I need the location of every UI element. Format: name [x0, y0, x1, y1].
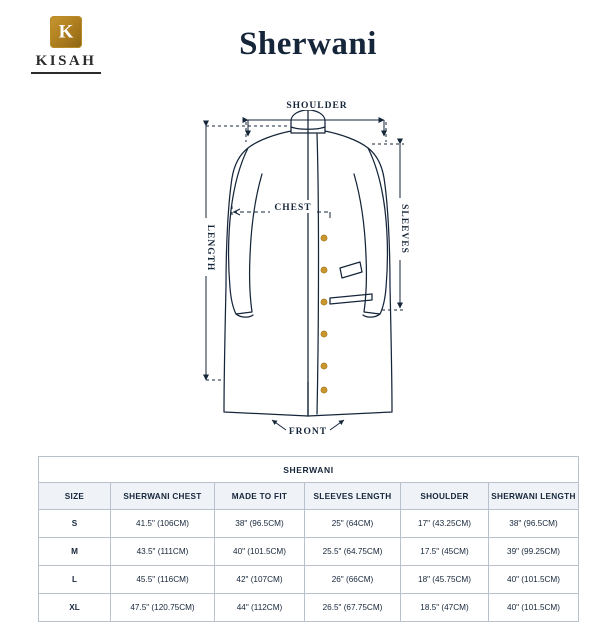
table-caption-row [39, 457, 579, 483]
brand-name: KISAH [35, 53, 97, 69]
cell-shoulder: 18" (45.75CM) [401, 566, 489, 594]
cell-size: XL [39, 594, 111, 622]
column-header-size: SIZE [39, 483, 111, 510]
cell-length: 40" (101.5CM) [489, 566, 579, 594]
cell-shoulder: 17.5" (45CM) [401, 538, 489, 566]
column-header-shoulder: SHOULDER [401, 483, 489, 510]
column-header-sleeves-length: SLEEVES LENGTH [305, 483, 401, 510]
cell-size: M [39, 538, 111, 566]
cell-chest: 47.5" (120.75CM) [111, 594, 215, 622]
label-chest: CHEST [274, 203, 312, 213]
cell-made-to-fit: 44" (112CM) [215, 594, 305, 622]
column-header-made-to-fit: MADE TO FIT [215, 483, 305, 510]
label-front: FRONT [288, 427, 328, 437]
table-row [39, 566, 579, 594]
label-sleeves: SLEEVES [399, 204, 409, 254]
page-title: Sherwani [239, 26, 377, 62]
cell-made-to-fit: 40" (101.5CM) [215, 538, 305, 566]
table-row [39, 510, 579, 538]
cell-sleeves: 25.5" (64.75CM) [305, 538, 401, 566]
table-header-row [39, 483, 579, 510]
table-caption: SHERWANI [39, 457, 579, 483]
label-shoulder: SHOULDER [286, 101, 348, 111]
cell-sleeves: 26.5" (67.75CM) [305, 594, 401, 622]
size-chart-table [38, 456, 579, 622]
column-header-sherwani-chest: SHERWANI CHEST [111, 483, 215, 510]
cell-size: L [39, 566, 111, 594]
cell-shoulder: 18.5" (47CM) [401, 594, 489, 622]
cell-shoulder: 17" (43.25CM) [401, 510, 489, 538]
logo-divider [31, 72, 101, 74]
logo-mark-letter: K [58, 21, 74, 43]
table-row [39, 538, 579, 566]
cell-made-to-fit: 38" (96.5CM) [215, 510, 305, 538]
cell-length: 40" (101.5CM) [489, 594, 579, 622]
cell-sleeves: 26" (66CM) [305, 566, 401, 594]
cell-made-to-fit: 42" (107CM) [215, 566, 305, 594]
cell-size: S [39, 510, 111, 538]
cell-length: 39" (99.25CM) [489, 538, 579, 566]
cell-chest: 45.5" (116CM) [111, 566, 215, 594]
sherwani-diagram [0, 86, 616, 446]
table-row [39, 594, 579, 622]
size-chart-container [38, 456, 578, 622]
cell-length: 38" (96.5CM) [489, 510, 579, 538]
cell-chest: 43.5" (111CM) [111, 538, 215, 566]
cell-sleeves: 25" (64CM) [305, 510, 401, 538]
cell-chest: 41.5" (106CM) [111, 510, 215, 538]
label-length: LENGTH [205, 224, 215, 272]
column-header-sherwani-length: SHERWANI LENGTH [489, 483, 579, 510]
